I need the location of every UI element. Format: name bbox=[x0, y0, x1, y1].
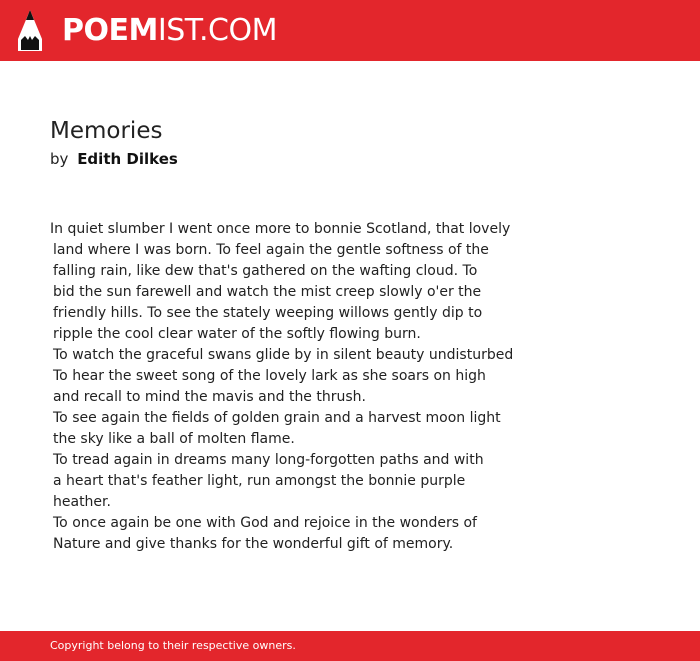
poem-body bbox=[50, 219, 530, 555]
logo-text-light: IST.COM bbox=[157, 13, 277, 48]
poem-line: friendly hills. To see the stately weeping willows gently dip to bbox=[53, 305, 483, 321]
site-logo[interactable] bbox=[62, 13, 277, 49]
poem-line: In quiet slumber I went once more to bonnie Scotland, that lovely bbox=[50, 221, 511, 237]
by-label: by bbox=[50, 150, 69, 168]
poem-line: heather. bbox=[53, 494, 111, 510]
poem-line: Nature and give thanks for the wonderful gift of memory. bbox=[53, 536, 454, 552]
poem-line: and recall to mind the mavis and the thrush. bbox=[53, 389, 366, 405]
poem-line: the sky like a ball of molten flame. bbox=[53, 431, 295, 447]
author-name[interactable]: Edith Dilkes bbox=[77, 150, 178, 168]
poem-line: ripple the cool clear water of the softly flowing burn. bbox=[53, 326, 421, 342]
poem-line: falling rain, like dew that's gathered on the wafting cloud. To bbox=[53, 263, 478, 279]
copyright-notice: Copyright belong to their respective owners. bbox=[50, 639, 296, 652]
poem-byline bbox=[50, 148, 178, 170]
poem-line: To hear the sweet song of the lovely lark as she soars on high bbox=[53, 368, 486, 384]
poem-line: To once again be one with God and rejoice in the wonders of bbox=[53, 515, 477, 531]
logo-text-bold: POEM bbox=[62, 13, 158, 48]
poem-title: Memories bbox=[50, 118, 163, 144]
poem-line: land where I was born. To feel again the gentle softness of the bbox=[53, 242, 489, 258]
poem-line: bid the sun farewell and watch the mist creep slowly o'er the bbox=[53, 284, 482, 300]
poem-line: To tread again in dreams many long-forgotten paths and with bbox=[53, 452, 484, 468]
poem-line: To see again the fields of golden grain and a harvest moon light bbox=[53, 410, 501, 426]
pencil-tip-icon[interactable] bbox=[17, 9, 43, 52]
poem-line: To watch the graceful swans glide by in silent beauty undisturbed bbox=[53, 347, 514, 363]
site-footer bbox=[0, 631, 700, 661]
poem-line: a heart that's feather light, run amongst the bonnie purple bbox=[53, 473, 466, 489]
site-header bbox=[0, 0, 700, 61]
